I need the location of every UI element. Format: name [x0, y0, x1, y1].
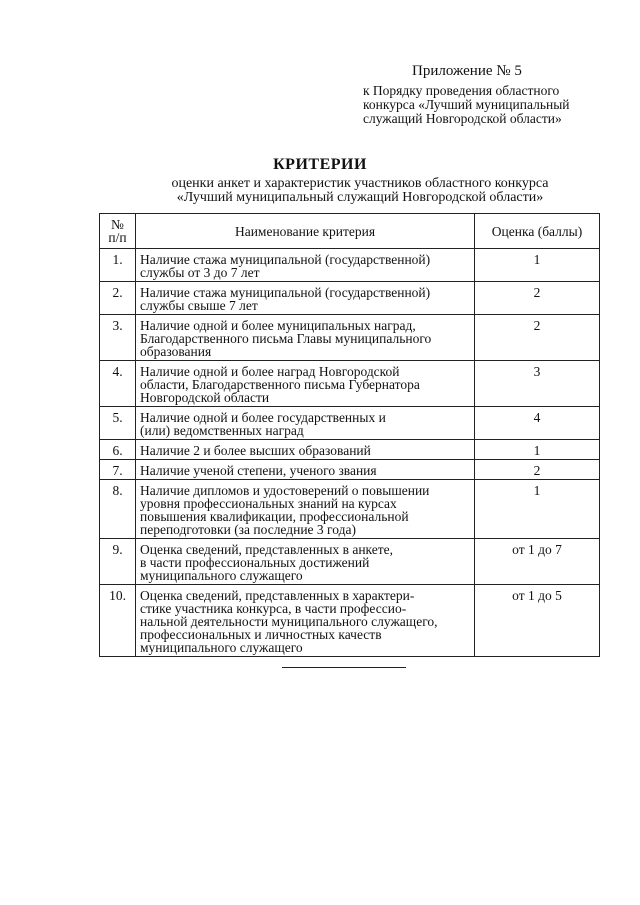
- end-divider: [282, 667, 406, 668]
- appendix-title: Приложение № 5: [412, 63, 522, 79]
- table-row: [100, 282, 600, 315]
- criterion-text-line: муниципального служащего: [140, 640, 303, 655]
- header-criterion-name: Наименование критерия: [136, 214, 475, 249]
- criterion-name: [136, 361, 475, 407]
- criterion-text-line: в части профессиональных достижений: [140, 555, 370, 570]
- subtitle-line: оценки анкет и характеристик участников областного конкурса: [171, 176, 549, 191]
- criterion-text-line: стике участника конкурса, в части профессио-: [140, 601, 407, 616]
- criterion-name: [136, 315, 475, 361]
- criterion-score: от 1 до 5: [475, 585, 600, 657]
- criterion-score: 2: [475, 315, 600, 361]
- criterion-text-line: Наличие одной и более государственных и: [140, 410, 386, 425]
- criterion-text-line: переподготовки (за последние 3 года): [140, 522, 356, 537]
- criterion-text-line: муниципального служащего: [140, 568, 303, 583]
- criterion-text-line: службы от 3 до 7 лет: [140, 265, 260, 280]
- row-number: 10.: [100, 585, 136, 657]
- criterion-text-line: нальной деятельности муниципального служащего,: [140, 614, 438, 629]
- header-number-abbr: п/п: [108, 230, 127, 245]
- row-number: 8.: [100, 480, 136, 539]
- criteria-table-body: [100, 249, 600, 657]
- criterion-name: [136, 460, 475, 480]
- criterion-text-line: (или) ведомственных наград: [140, 423, 304, 438]
- table-row: [100, 249, 600, 282]
- criteria-table: [99, 213, 600, 657]
- row-number: 3.: [100, 315, 136, 361]
- criterion-name: [136, 539, 475, 585]
- document-title: КРИТЕРИИ: [273, 156, 367, 173]
- criterion-score: 4: [475, 407, 600, 440]
- table-row: [100, 480, 600, 539]
- criterion-score: от 1 до 7: [475, 539, 600, 585]
- appendix-line: к Порядку проведения областного: [363, 83, 560, 98]
- criterion-score: 2: [475, 282, 600, 315]
- header-number: [100, 214, 136, 249]
- criterion-text-line: Наличие стажа муниципальной (государственной): [140, 252, 431, 267]
- appendix-line: конкурса «Лучший муниципальный: [363, 97, 570, 112]
- criterion-name: [136, 407, 475, 440]
- table-row: [100, 539, 600, 585]
- criterion-text-line: образования: [140, 344, 212, 359]
- criterion-score: 1: [475, 249, 600, 282]
- criterion-name: [136, 480, 475, 539]
- criterion-text-line: Наличие ученой степени, ученого звания: [140, 463, 377, 478]
- criterion-text-line: Оценка сведений, представленных в характери-: [140, 588, 415, 603]
- criterion-text-line: уровня профессиональных знаний на курсах: [140, 496, 397, 511]
- criterion-text-line: Благодарственного письма Главы муниципального: [140, 331, 432, 346]
- header-number-symbol: №: [111, 217, 124, 232]
- appendix-subtitle: [363, 84, 623, 126]
- row-number: 9.: [100, 539, 136, 585]
- criterion-score: 3: [475, 361, 600, 407]
- criterion-text-line: Наличие одной и более муниципальных наград,: [140, 318, 416, 333]
- criterion-text-line: Оценка сведений, представленных в анкете,: [140, 542, 394, 557]
- table-row: [100, 440, 600, 460]
- row-number: 4.: [100, 361, 136, 407]
- criterion-name: [136, 282, 475, 315]
- table-row: [100, 460, 600, 480]
- table-row: [100, 585, 600, 657]
- criterion-text-line: Наличие дипломов и удостоверений о повышении: [140, 483, 430, 498]
- row-number: 6.: [100, 440, 136, 460]
- criterion-text-line: повышения квалификации, профессиональной: [140, 509, 409, 524]
- criterion-text-line: Наличие стажа муниципальной (государственной): [140, 285, 431, 300]
- criterion-name: [136, 585, 475, 657]
- table-header-row: [100, 214, 600, 249]
- row-number: 7.: [100, 460, 136, 480]
- table-row: [100, 407, 600, 440]
- criterion-name: [136, 440, 475, 460]
- row-number: 5.: [100, 407, 136, 440]
- criterion-score: 2: [475, 460, 600, 480]
- criterion-text-line: Новгородской области: [140, 390, 270, 405]
- document-subtitle: [145, 177, 575, 205]
- table-row: [100, 315, 600, 361]
- criterion-name: [136, 249, 475, 282]
- appendix-line: служащий Новгородской области»: [363, 111, 562, 126]
- row-number: 2.: [100, 282, 136, 315]
- criterion-text-line: области, Благодарственного письма Губернатора: [140, 377, 420, 392]
- criterion-score: 1: [475, 440, 600, 460]
- criterion-score: 1: [475, 480, 600, 539]
- header-score: Оценка (баллы): [475, 214, 600, 249]
- criterion-text-line: Наличие одной и более наград Новгородской: [140, 364, 400, 379]
- criterion-text-line: профессиональных и личностных качеств: [140, 627, 382, 642]
- row-number: 1.: [100, 249, 136, 282]
- criterion-text-line: Наличие 2 и более высших образований: [140, 443, 371, 458]
- table-row: [100, 361, 600, 407]
- subtitle-line: «Лучший муниципальный служащий Новгородской области»: [176, 190, 544, 205]
- criterion-text-line: службы свыше 7 лет: [140, 298, 258, 313]
